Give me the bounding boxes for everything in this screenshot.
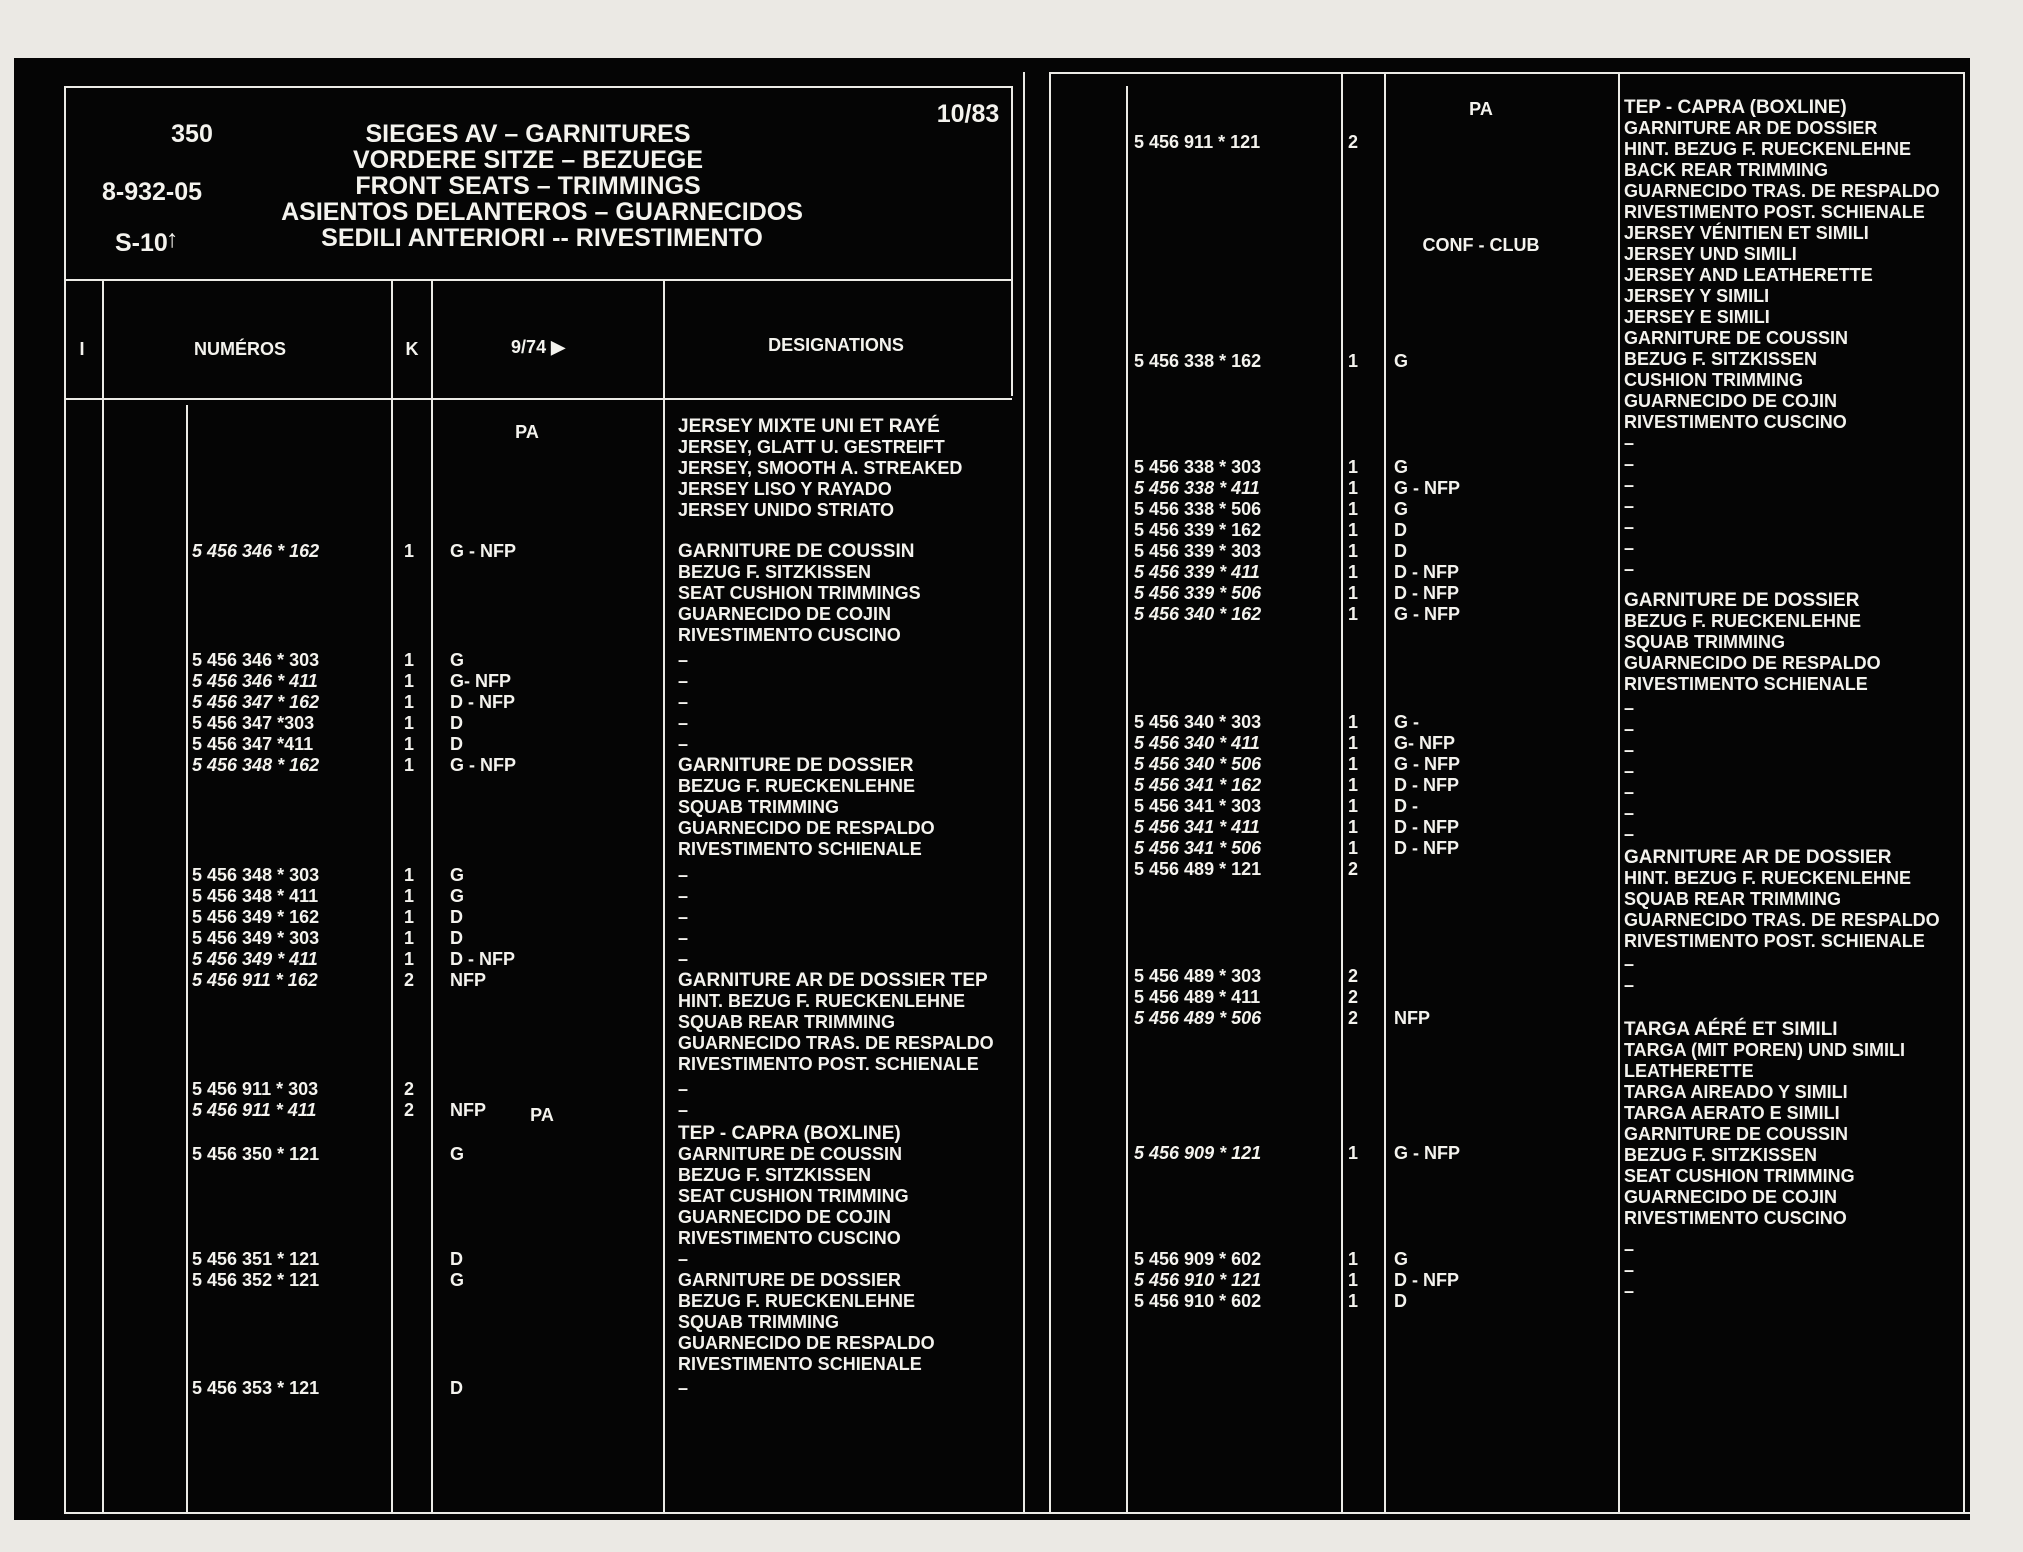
designation-line: – (1624, 1281, 1635, 1301)
designation-line: – (1624, 538, 1635, 558)
group-label-pa: PA (1469, 99, 1493, 119)
designation-line: GARNITURE AR DE DOSSIER TEP (678, 970, 988, 991)
column-header-numeros: NUMÉROS (193, 339, 287, 359)
quantity-k: 1 (404, 692, 415, 712)
designation-line: – (1624, 761, 1635, 781)
quantity-k: 1 (1348, 478, 1359, 498)
designation-line: – (678, 928, 689, 948)
part-number: 5 456 348 * 303 (192, 865, 320, 885)
designation-line: SQUAB REAR TRIMMING (678, 1012, 895, 1032)
designation-line: – (1624, 1260, 1635, 1280)
fitment-code: G- NFP (450, 671, 511, 691)
designation-line: BEZUG F. SITZKISSEN (1624, 1145, 1818, 1165)
fitment-code: G (450, 886, 465, 906)
frame-line (1126, 86, 1128, 1513)
designation-line: GARNITURE DE DOSSIER (678, 1270, 902, 1290)
fitment-code: D - NFP (1394, 817, 1459, 837)
frame-line (1618, 74, 1620, 1513)
part-number: 5 456 910 * 602 (1134, 1291, 1262, 1311)
fitment-code: G - NFP (1394, 754, 1460, 774)
part-number: 5 456 347 * 162 (192, 692, 320, 712)
designation-block (678, 865, 688, 970)
fitment-code: D (450, 1249, 463, 1269)
section-code: S-10 (115, 229, 168, 257)
part-number: 5 456 339 * 506 (1134, 583, 1262, 603)
designation-line: RIVESTIMENTO CUSCINO (1624, 412, 1847, 432)
designation-line: – (1624, 824, 1635, 844)
part-number: 5 456 353 * 121 (192, 1378, 320, 1398)
quantity-k: 1 (1348, 733, 1359, 753)
fitment-code: G - NFP (1394, 478, 1460, 498)
part-number: 5 456 349 * 303 (192, 928, 320, 948)
part-number: 5 456 341 * 303 (1134, 796, 1262, 816)
quantity-k: 1 (404, 541, 415, 561)
fitment-code: G (1394, 499, 1409, 519)
designation-line: TARGA AÉRÉ ET SIMILI (1624, 1019, 1838, 1040)
part-number: 5 456 341 * 506 (1134, 838, 1262, 858)
designation-line: RIVESTIMENTO SCHIENALE (1624, 674, 1868, 694)
designation-line: SQUAB TRIMMING (1624, 632, 1785, 652)
fitment-code: G (1394, 351, 1409, 371)
designation-line: TARGA (MIT POREN) UND SIMILI (1624, 1040, 1905, 1060)
designation-line: – (1624, 954, 1635, 974)
designation-block (1624, 97, 1940, 433)
quantity-k: 1 (404, 713, 415, 733)
group-label-pa: PA (530, 1105, 554, 1125)
fitment-code: NFP (450, 970, 486, 990)
designation-line: – (678, 1378, 689, 1398)
part-number: 5 456 346 * 411 (192, 671, 318, 691)
part-number: 5 456 911 * 121 (1134, 132, 1261, 152)
designation-line: – (678, 650, 689, 670)
designation-line: SQUAB TRIMMING (678, 797, 839, 817)
fitment-code: G (1394, 457, 1409, 477)
up-arrow-icon: ↑ (166, 225, 179, 253)
designation-line: – (678, 713, 689, 733)
quantity-k: 1 (404, 671, 415, 691)
designation-line: – (1624, 1239, 1635, 1259)
fitment-code: D - NFP (1394, 838, 1459, 858)
designation-line: JERSEY, GLATT U. GESTREIFT (678, 437, 945, 457)
designation-line: GARNITURE DE COUSSIN (678, 541, 915, 562)
part-number: 5 456 340 * 506 (1134, 754, 1262, 774)
frame-line (1384, 74, 1386, 1513)
column-header-designations: DESIGNATIONS (768, 335, 904, 355)
designation-line: – (678, 1100, 689, 1120)
part-number: 5 456 489 * 121 (1134, 859, 1262, 879)
part-number: 5 456 347 *303 (192, 713, 315, 733)
designation-line: – (678, 907, 689, 927)
quantity-k: 1 (1348, 562, 1359, 582)
designation-line: – (678, 949, 689, 969)
designation-line: – (1624, 975, 1635, 995)
designation-line: JERSEY, SMOOTH A. STREAKED (678, 458, 963, 478)
designation-line: – (1624, 803, 1635, 823)
frame-line (102, 281, 104, 1513)
designation-block (1624, 590, 1881, 695)
quantity-k: 1 (1348, 712, 1359, 732)
designation-line: GUARNECIDO DE RESPALDO (1624, 653, 1881, 673)
designation-block (678, 1378, 688, 1399)
designation-line: GARNITURE DE COUSSIN (1624, 1124, 1849, 1144)
designation-line: HINT. BEZUG F. RUECKENLEHNE (678, 991, 966, 1011)
part-number: 5 456 340 * 411 (1134, 733, 1260, 753)
fitment-code: D (1394, 1291, 1407, 1311)
quantity-k: 1 (1348, 457, 1359, 477)
frame-line (64, 1512, 1970, 1514)
designation-line: RIVESTIMENTO CUSCINO (1624, 1208, 1847, 1228)
part-number: 5 456 910 * 121 (1134, 1270, 1262, 1290)
fitment-code: D - NFP (1394, 775, 1459, 795)
part-number: 5 456 340 * 303 (1134, 712, 1262, 732)
designation-line: BEZUG F. RUECKENLEHNE (678, 776, 916, 796)
fitment-code: G (450, 1270, 465, 1290)
designation-block (1624, 698, 1634, 845)
part-number: 5 456 340 * 162 (1134, 604, 1262, 624)
designation-line: – (1624, 740, 1635, 760)
title-it: SEDILI ANTERIORI -- RIVESTIMENTO (321, 224, 763, 252)
designation-block (678, 650, 688, 755)
part-number: 5 456 911 * 303 (192, 1079, 319, 1099)
designation-block (1624, 954, 1634, 996)
column-header-k: K (405, 339, 419, 359)
fitment-code: G (450, 865, 465, 885)
fitment-code: D (450, 713, 463, 733)
quantity-k: 1 (1348, 499, 1359, 519)
designation-line: – (1624, 454, 1635, 474)
fitment-code: D (450, 734, 463, 754)
designation-line: SEAT CUSHION TRIMMINGS (678, 583, 921, 603)
designation-line: BEZUG F. RUECKENLEHNE (1624, 611, 1862, 631)
designation-line: LEATHERETTE (1624, 1061, 1754, 1081)
part-number: 5 456 338 * 506 (1134, 499, 1262, 519)
designation-line: – (1624, 782, 1635, 802)
quantity-k: 1 (1348, 583, 1359, 603)
designation-line: GARNITURE AR DE DOSSIER (1624, 118, 1878, 138)
title-es: ASIENTOS DELANTEROS – GUARNECIDOS (281, 198, 803, 226)
part-number: 5 456 339 * 411 (1134, 562, 1260, 582)
designation-line: – (1624, 698, 1635, 718)
fitment-code: G - NFP (450, 541, 516, 561)
designation-line: RIVESTIMENTO SCHIENALE (678, 839, 922, 859)
fitment-code: G- NFP (1394, 733, 1455, 753)
part-number: 5 456 352 * 121 (192, 1270, 320, 1290)
designation-line: – (678, 886, 689, 906)
designation-line: TARGA AIREADO Y SIMILI (1624, 1082, 1848, 1102)
fitment-code: D (450, 907, 463, 927)
part-number: 5 456 339 * 162 (1134, 520, 1262, 540)
quantity-k: 1 (1348, 520, 1359, 540)
frame-line (186, 405, 188, 1513)
quantity-k: 1 (1348, 775, 1359, 795)
quantity-k: 1 (404, 949, 415, 969)
fitment-code: NFP (450, 1100, 486, 1120)
part-number: 5 456 338 * 162 (1134, 351, 1262, 371)
quantity-k: 1 (1348, 796, 1359, 816)
designation-line: JERSEY MIXTE UNI ET RAYÉ (678, 416, 940, 437)
designation-line: JERSEY UND SIMILI (1624, 244, 1797, 264)
quantity-k: 2 (1348, 987, 1359, 1007)
column-header-date (511, 338, 565, 356)
fitment-code: D - NFP (1394, 562, 1459, 582)
frame-line (64, 279, 1012, 281)
title-de: VORDERE SITZE – BEZUEGE (352, 146, 704, 174)
designation-block (678, 1123, 909, 1249)
designation-block (678, 541, 921, 646)
fitment-code: D (1394, 520, 1407, 540)
designation-line: GARNITURE DE DOSSIER (1624, 590, 1860, 611)
part-number: 5 456 348 * 411 (192, 886, 319, 906)
quantity-k: 1 (1348, 754, 1359, 774)
designation-line: – (1624, 559, 1635, 579)
fitment-code: D - (1394, 796, 1418, 816)
right-triangle-icon: ▶ (551, 337, 565, 357)
designation-line: RIVESTIMENTO POST. SCHIENALE (678, 1054, 979, 1074)
designation-block (678, 1249, 935, 1375)
designation-line: – (678, 1079, 689, 1099)
fitment-code: G (450, 1144, 465, 1164)
fitment-code: NFP (1394, 1008, 1430, 1028)
designation-block (678, 1079, 688, 1121)
designation-block (1624, 847, 1940, 952)
designation-line: RIVESTIMENTO SCHIENALE (678, 1354, 922, 1374)
part-number: 5 456 347 *411 (192, 734, 314, 754)
designation-line: JERSEY LISO Y RAYADO (678, 479, 892, 499)
quantity-k: 1 (1348, 351, 1359, 371)
fitment-code: G - NFP (1394, 1143, 1460, 1163)
fitment-code: D (450, 928, 463, 948)
quantity-k: 1 (1348, 838, 1359, 858)
designation-line: – (1624, 517, 1635, 537)
fitment-code: D - NFP (450, 949, 515, 969)
designation-line: GARNITURE DE COUSSIN (1624, 328, 1849, 348)
quantity-k: 1 (404, 734, 415, 754)
quantity-k: 1 (404, 865, 415, 885)
designation-line: GUARNECIDO DE COJIN (678, 1207, 892, 1227)
part-number: 5 456 341 * 411 (1134, 817, 1260, 837)
frame-line (1963, 72, 1965, 1513)
designation-line: – (1624, 475, 1635, 495)
designation-line: JERSEY VÉNITIEN ET SIMILI (1624, 223, 1869, 243)
part-number: 5 456 339 * 303 (1134, 541, 1262, 561)
column-header-date-label: 9/74 (511, 337, 547, 357)
quantity-k: 1 (404, 650, 415, 670)
designation-line: – (1624, 496, 1635, 516)
part-number: 5 456 341 * 162 (1134, 775, 1262, 795)
part-number: 5 456 489 * 411 (1134, 987, 1261, 1007)
designation-line: – (1624, 433, 1635, 453)
designation-line: GUARNECIDO TRAS. DE RESPALDO (678, 1033, 994, 1053)
quantity-k: 1 (1348, 1249, 1359, 1269)
part-number: 5 456 489 * 506 (1134, 1008, 1262, 1028)
designation-line: CUSHION TRIMMING (1624, 370, 1803, 390)
quantity-k: 1 (1348, 817, 1359, 837)
issue-date: 10/83 (936, 100, 1000, 128)
designation-block (678, 755, 935, 860)
designation-line: TEP - CAPRA (BOXLINE) (678, 1123, 901, 1144)
reference-code: 8-932-05 (101, 178, 203, 206)
quantity-k: 2 (1348, 966, 1359, 986)
group-label-conf-club: CONF - CLUB (1422, 235, 1540, 255)
fitment-code: G (1394, 1249, 1409, 1269)
part-number: 5 456 346 * 162 (192, 541, 320, 561)
designation-line: JERSEY Y SIMILI (1624, 286, 1770, 306)
page-number: 350 (171, 120, 213, 148)
quantity-k: 2 (1348, 1008, 1359, 1028)
designation-line: BEZUG F. SITZKISSEN (1624, 349, 1818, 369)
quantity-k: 1 (1348, 604, 1359, 624)
designation-line: BEZUG F. SITZKISSEN (678, 1165, 872, 1185)
quantity-k: 1 (404, 928, 415, 948)
frame-line (1023, 72, 1025, 1513)
part-number: 5 456 338 * 303 (1134, 457, 1262, 477)
part-number: 5 456 911 * 162 (192, 970, 318, 990)
designation-line: BEZUG F. RUECKENLEHNE (678, 1291, 916, 1311)
part-number: 5 456 909 * 121 (1134, 1143, 1262, 1163)
frame-line (1011, 86, 1013, 396)
designation-line: SEAT CUSHION TRIMMING (678, 1186, 909, 1206)
quantity-k: 2 (404, 1079, 415, 1099)
quantity-k: 2 (404, 970, 415, 990)
designation-line: GUARNECIDO DE RESPALDO (678, 818, 935, 838)
group-label-pa: PA (515, 422, 539, 442)
designation-line: – (678, 692, 689, 712)
fitment-code: G - NFP (1394, 604, 1460, 624)
designation-line: SQUAB REAR TRIMMING (1624, 889, 1841, 909)
frame-line (64, 86, 66, 1513)
frame-line (1049, 72, 1964, 74)
fitment-code: D (1394, 541, 1407, 561)
designation-line: – (678, 671, 689, 691)
fitment-code: G - (1394, 712, 1419, 732)
designation-line: RIVESTIMENTO CUSCINO (678, 625, 901, 645)
designation-line: TEP - CAPRA (BOXLINE) (1624, 97, 1847, 118)
designation-line: SEAT CUSHION TRIMMING (1624, 1166, 1855, 1186)
part-number: 5 456 346 * 303 (192, 650, 320, 670)
fitment-code: D (450, 1378, 463, 1398)
quantity-k: 2 (1348, 132, 1359, 152)
frame-line (64, 86, 1012, 88)
designation-block (1624, 433, 1634, 580)
quantity-k: 1 (1348, 541, 1359, 561)
designation-line: BEZUG F. SITZKISSEN (678, 562, 872, 582)
designation-line: JERSEY AND LEATHERETTE (1624, 265, 1873, 285)
designation-line: GARNITURE DE DOSSIER (678, 755, 914, 776)
designation-block (1624, 1239, 1634, 1302)
designation-line: GARNITURE DE COUSSIN (678, 1144, 903, 1164)
designation-line: HINT. BEZUG F. RUECKENLEHNE (1624, 868, 1912, 888)
part-number: 5 456 349 * 162 (192, 907, 320, 927)
designation-line: TARGA AERATO E SIMILI (1624, 1103, 1840, 1123)
frame-line (1341, 74, 1343, 1513)
designation-line: BACK REAR TRIMMING (1624, 160, 1828, 180)
quantity-k: 1 (404, 755, 415, 775)
fitment-code: D - NFP (1394, 1270, 1459, 1290)
designation-line: RIVESTIMENTO POST. SCHIENALE (1624, 202, 1925, 222)
fitment-code: D - NFP (450, 692, 515, 712)
designation-line: GUARNECIDO DE COJIN (678, 604, 892, 624)
title-en: FRONT SEATS – TRIMMINGS (355, 172, 701, 200)
part-number: 5 456 351 * 121 (192, 1249, 320, 1269)
designation-line: JERSEY UNIDO STRIATO (678, 500, 895, 520)
designation-line: – (1624, 719, 1635, 739)
quantity-k: 2 (404, 1100, 415, 1120)
title-fr: SIEGES AV – GARNITURES (365, 120, 691, 148)
part-number: 5 456 909 * 602 (1134, 1249, 1262, 1269)
designation-line: GUARNECIDO DE COJIN (1624, 1187, 1838, 1207)
frame-line (391, 281, 393, 1513)
designation-line: JERSEY E SIMILI (1624, 307, 1770, 327)
designation-line: GARNITURE AR DE DOSSIER (1624, 847, 1892, 868)
frame-line (431, 281, 433, 1513)
quantity-k: 1 (404, 886, 415, 906)
part-number: 5 456 348 * 162 (192, 755, 320, 775)
designation-line: HINT. BEZUG F. RUECKENLEHNE (1624, 139, 1912, 159)
part-number: 5 456 338 * 411 (1134, 478, 1260, 498)
quantity-k: 1 (1348, 1270, 1359, 1290)
designation-block (678, 970, 994, 1075)
designation-line: – (678, 1249, 689, 1269)
quantity-k: 2 (1348, 859, 1359, 879)
fitment-code: D - NFP (1394, 583, 1459, 603)
column-header-i: I (79, 339, 85, 359)
designation-line: GUARNECIDO TRAS. DE RESPALDO (1624, 910, 1940, 930)
designation-line: RIVESTIMENTO POST. SCHIENALE (1624, 931, 1925, 951)
designation-block (1624, 1019, 1905, 1229)
frame-line (64, 398, 1012, 400)
designation-line: GUARNECIDO DE COJIN (1624, 391, 1838, 411)
fitment-code: G (450, 650, 465, 670)
designation-line: – (678, 865, 689, 885)
designation-line: RIVESTIMENTO CUSCINO (678, 1228, 901, 1248)
designation-line: GUARNECIDO TRAS. DE RESPALDO (1624, 181, 1940, 201)
frame-line (1049, 72, 1051, 1513)
part-number: 5 456 350 * 121 (192, 1144, 320, 1164)
designation-line: SQUAB TRIMMING (678, 1312, 839, 1332)
quantity-k: 1 (404, 907, 415, 927)
part-number: 5 456 911 * 411 (192, 1100, 317, 1120)
material-description-block (678, 416, 962, 521)
part-number: 5 456 349 * 411 (192, 949, 318, 969)
designation-line: GUARNECIDO DE RESPALDO (678, 1333, 935, 1353)
frame-line (663, 281, 665, 1513)
part-number: 5 456 489 * 303 (1134, 966, 1262, 986)
quantity-k: 1 (1348, 1291, 1359, 1311)
designation-line: – (678, 734, 689, 754)
quantity-k: 1 (1348, 1143, 1359, 1163)
fitment-code: G - NFP (450, 755, 516, 775)
